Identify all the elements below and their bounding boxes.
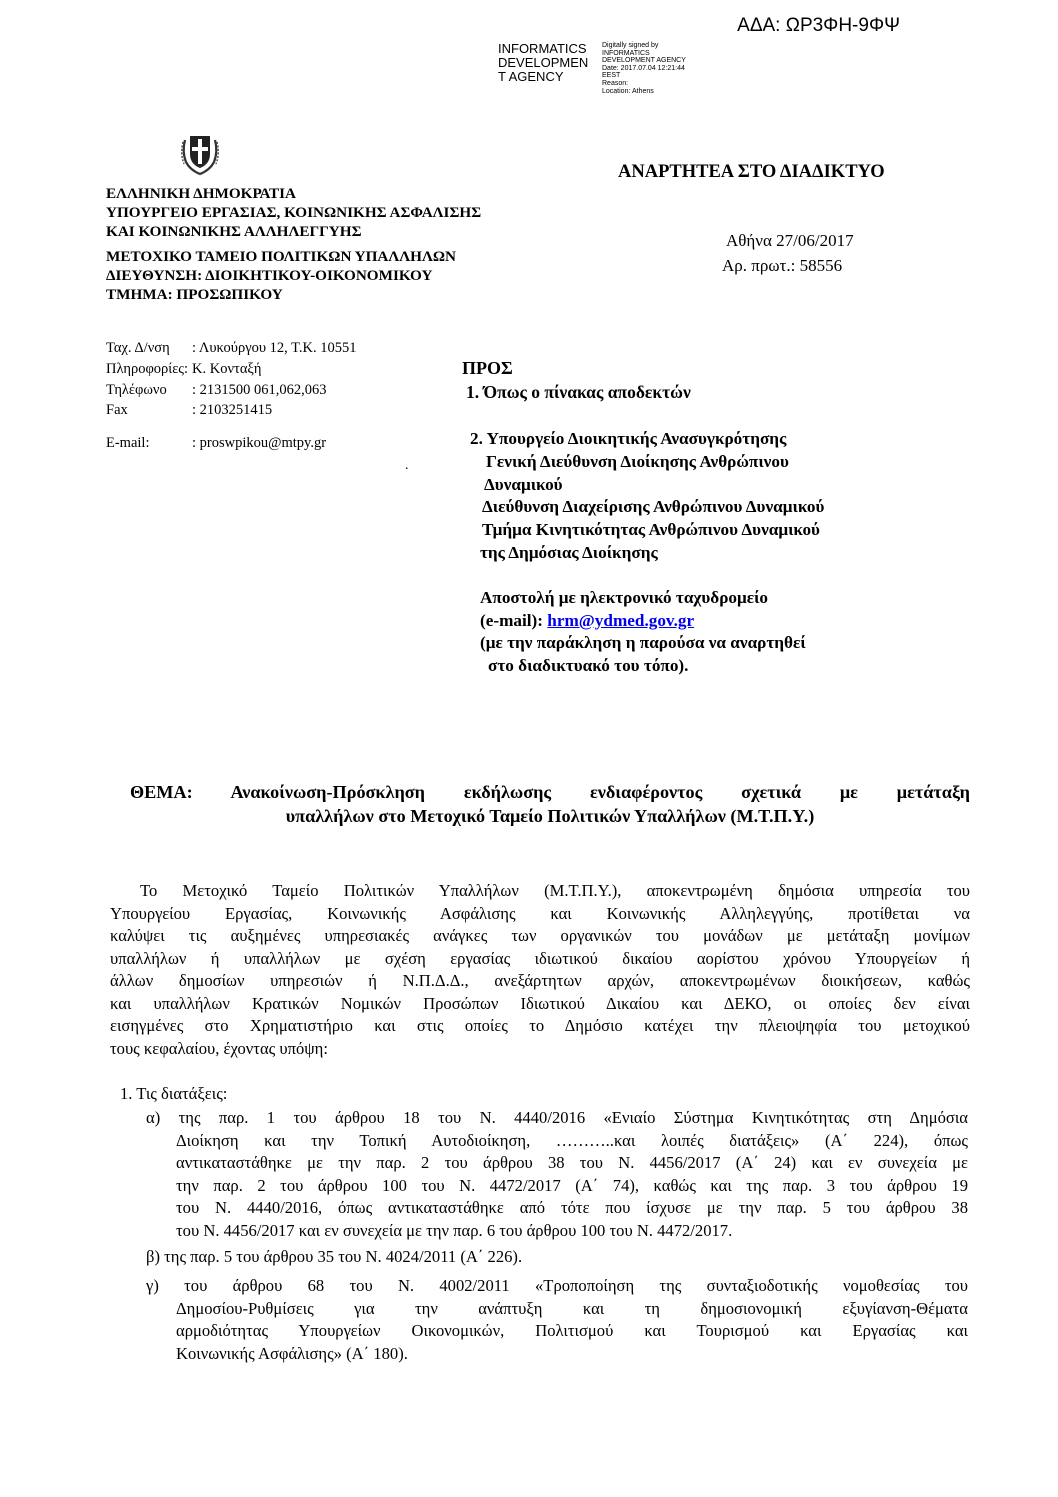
signature-detail-line: Digitally signed by [602, 42, 659, 49]
protocol-number: Αρ. πρωτ.: 58556 [722, 256, 843, 275]
header-line: ΔΙΕΥΘΥΝΣΗ: ΔΙΟΙΚΗΤΙΚΟΥ-ΟΙΚΟΝΟΜΙΚΟΥ [106, 267, 433, 285]
sub-item-line: του Ν. 4440/2016, όπως αντικαταστάθηκε από τότε που ίσχυσε με την παρ. 5 του άρθρου 38 [176, 1198, 968, 1217]
signature-detail-line: EEST [602, 72, 621, 80]
subject-line: υπαλλήλων στο Μετοχικό Ταμείο Πολιτικών Υπαλλήλων (Μ.Τ.Π.Υ.) [285, 806, 815, 826]
contact-label: Ταχ. Δ/νση [106, 340, 170, 356]
signature-name-line: INFORMATICS [498, 41, 587, 56]
date-line: Αθήνα 27/06/2017 [726, 231, 854, 250]
signature-detail-line: Reason: [602, 79, 629, 87]
recipient-2-line: Τμήμα Κινητικότητας Ανθρώπινου Δυναμικού [482, 520, 820, 540]
signature-detail-line: DEVELOPMENT AGENCY [602, 57, 686, 65]
sub-item-line: Δημοσίου-Ρυθμίσεις για την ανάπτυξη και τη δημοσιονομική εξυγίανση-Θέματα [176, 1298, 968, 1318]
sub-item-line: Κοινωνικής Ασφάλισης» (Α΄ 180). [176, 1343, 408, 1363]
publish-notice: ΑΝΑΡΤΗΤΕΑ ΣΤΟ ΔΙΑΔΙΚΤΥΟ [618, 162, 885, 182]
body-line: καλύψει τις αυξημένες υπηρεσιακές ανάγκες των οργανικών του μονάδων με μετάταξη μονίμων [110, 926, 970, 945]
contact-row [106, 380, 357, 401]
sub-item-b [146, 1246, 968, 1269]
email-intro: Αποστολή με ηλεκτρονικό ταχυδρομείο [480, 587, 769, 607]
body-line: Το Μετοχικό Ταμείο Πολιτικών Υπαλλήλων (Μ.Τ.Π.Υ.), αποκεντρωμένη δημόσια υπηρεσία του [140, 881, 970, 900]
digital-signature-name [498, 42, 598, 84]
sub-item-line: Διοίκηση και την Τοπική Αυτοδιοίκηση, ………..και λοιπές διατάξεις» (Α΄ 224), όπως [176, 1130, 968, 1150]
body-line: άλλων δημοσίων υπηρεσιών ή Ν.Π.Δ.Δ., ανεξάρτητων αρχών, αποκεντρωμένων διοικήσεων, καθώς [110, 971, 970, 990]
subject-line: ΘΕΜΑ: Ανακοίνωση-Πρόσκληση εκδήλωσης ενδιαφέροντος σχετικά με μετάταξη [130, 782, 970, 802]
header-line: ΕΛΛΗΝΙΚΗ ΔΗΜΟΚΡΑΤΙΑ [106, 185, 297, 202]
email-line [470, 610, 824, 633]
email-link[interactable]: hrm@ydmed.gov.gr [547, 610, 695, 630]
signature-detail-line: Location: Athens [602, 87, 654, 95]
recipient-2-line: Γενική Διεύθυνση Διοίκησης Ανθρώπινου [486, 451, 789, 471]
recipient-2-line: της Δημόσιας Διοίκησης [480, 542, 658, 562]
contact-label: E-mail: [106, 435, 150, 452]
body-line: Υπουργείου Εργασίας, Κοινωνικής Ασφάλισης και Κοινωνικής Αλληλεγγύης, προτίθεται να [110, 903, 970, 923]
contact-value: Κ. Κονταξή [192, 360, 262, 377]
request-line: (με την παράκληση η παρούσα να αναρτηθεί [480, 633, 806, 653]
contact-row [106, 359, 357, 380]
contact-value: : 2103251415 [192, 402, 273, 419]
header-line: ΚΑΙ ΚΟΙΝΩΝΙΚΗΣ ΑΛΛΗΛΕΓΓΥΗΣ [106, 222, 362, 240]
signature-name-line: DEVELOPMEN [498, 55, 589, 70]
header-line: ΥΠΟΥΡΓΕΙΟ ΕΡΓΑΣΙΑΣ, ΚΟΙΝΩΝΙΚΗΣ ΑΣΦΑΛΙΣΗΣ [106, 203, 482, 221]
sub-item-line: γ) του άρθρου 68 του Ν. 4002/2011 «Τροποποίηση της συνταξιοδοτικής νομοθεσίας του [146, 1276, 968, 1295]
body-line: τους κεφαλαίου, έχοντας υπόψη: [110, 1038, 328, 1058]
recipient-2-line: Δυναμικού [484, 474, 563, 494]
contact-value: : proswpikou@mtpy.gr [192, 435, 327, 452]
digital-signature-details [602, 42, 692, 95]
sub-item-line: α) της παρ. 1 του άρθρου 18 του Ν. 4440/2016 «Ενιαίο Σύστημα Κινητικότητας στη Δημόσια [146, 1108, 968, 1127]
sub-item-line: του Ν. 4456/2017 και εν συνεχεία με την παρ. 6 του άρθρου 100 του Ν. 4472/2017. [176, 1220, 733, 1240]
email-prefix: (e-mail): [480, 610, 548, 630]
recipient-2 [470, 428, 824, 678]
recipients-title: ΠΡΟΣ [462, 358, 513, 378]
sub-item-line: β) της παρ. 5 του άρθρου 35 του Ν. 4024/2011 (Α΄ 226). [146, 1247, 523, 1266]
body-line: και υπαλλήλων Κρατικών Νομικών Προσώπων Ιδιωτικού Δικαίου και ΔΕΚΟ, οι οποίες δεν είναι [110, 993, 970, 1013]
body-line: υπαλλήλων ή υπαλλήλων με σχέση εργασίας ιδιωτικού δικαίου αορίστου χρόνου Υπουργείων ή [110, 948, 970, 968]
contact-row [106, 400, 357, 421]
stray-dot: . [405, 458, 409, 473]
signature-detail-line: Date: 2017.07.04 12:21:44 [602, 64, 685, 72]
contact-row [106, 433, 357, 454]
recipient-2-line: Διεύθυνση Διαχείρισης Ανθρώπινου Δυναμικού [482, 497, 825, 517]
subject [130, 780, 970, 828]
contact-info [106, 338, 357, 454]
date-block [722, 228, 854, 278]
contact-label: Fax [106, 402, 128, 419]
contact-row [106, 338, 357, 359]
sub-item-c [146, 1275, 968, 1365]
greek-coat-of-arms-icon [176, 128, 224, 176]
header-line: ΤΜΗΜΑ: ΠΡΟΣΩΠΙΚΟΥ [106, 285, 283, 303]
sub-item-line: αρμοδιότητας Υπουργείων Οικονομικών, Πολιτισμού και Τουρισμού και Εργασίας και [176, 1321, 968, 1340]
recipient-2-line: 2. Υπουργείο Διοικητικής Ανασυγκρότησης [470, 429, 787, 448]
contact-value: : 2131500 061,062,063 [192, 381, 327, 398]
body-line: εισηγμένες στο Χρηματιστήριο και στις οποίες το Δημόσιο κατέχει την πλειοψηφία του μετοχικού [110, 1016, 970, 1035]
contact-value: : Λυκούργου 12, Τ.Κ. 10551 [192, 340, 357, 356]
signature-detail-line: INFORMATICS [602, 49, 650, 57]
sub-item-line: αντικαταστάθηκε με την παρ. 2 του άρθρου 38 του Ν. 4456/2017 (Α΄ 24) και εν συνεχεία με [176, 1153, 968, 1172]
contact-label: Τηλέφωνο [106, 381, 167, 398]
sub-item-a [146, 1107, 968, 1242]
signature-name-line: T AGENCY [498, 69, 564, 84]
ada-code: ΑΔΑ: ΩΡ3ΦΗ-9ΦΨ [737, 15, 900, 36]
request-line: στο διαδικτυακό του τόπο). [488, 656, 689, 676]
body-paragraph [110, 880, 970, 1060]
sub-item-line: την παρ. 2 του άρθρου 100 του Ν. 4472/2017 (Α΄ 74), καθώς και της παρ. 3 του άρθρου 19 [176, 1175, 968, 1195]
contact-label: Πληροφορίες: [106, 360, 189, 377]
sender-header [106, 185, 481, 305]
header-line: ΜΕΤΟΧΙΚΟ ΤΑΜΕΙΟ ΠΟΛΙΤΙΚΩΝ ΥΠΑΛΛΗΛΩΝ [106, 248, 456, 266]
list-item-1: 1. Τις διατάξεις: [120, 1084, 228, 1103]
recipient-1: 1. Όπως ο πίνακας αποδεκτών [466, 382, 691, 402]
